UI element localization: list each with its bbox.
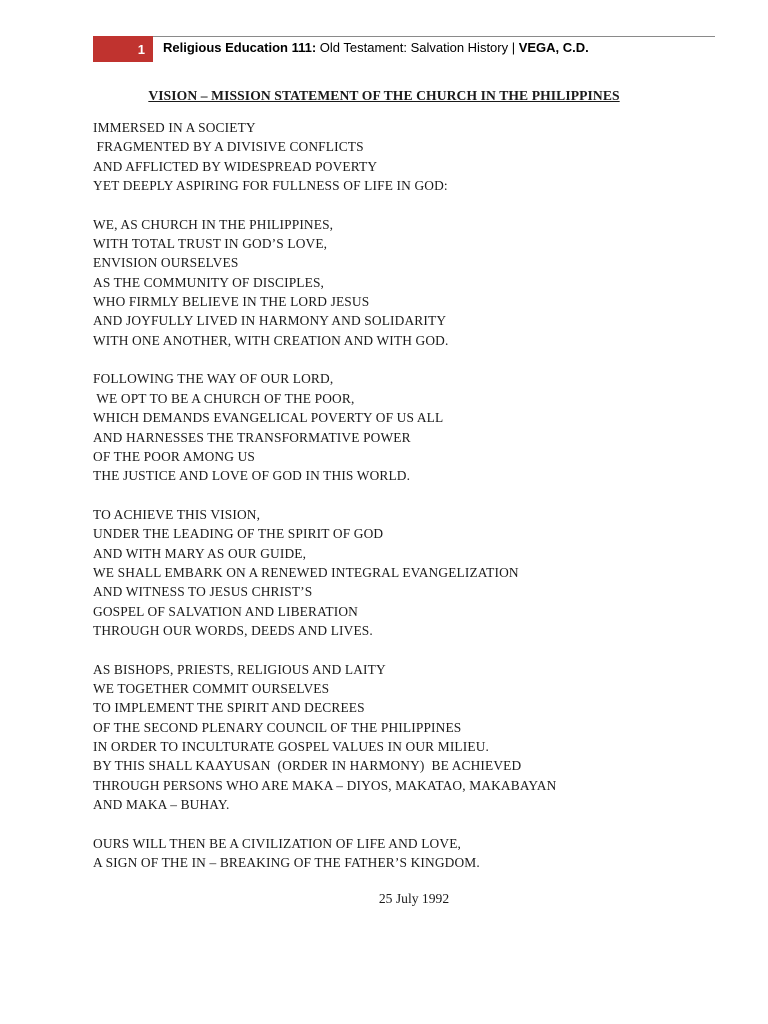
stanza-line: OF THE SECOND PLENARY COUNCIL OF THE PHILIPPINES [93,719,462,735]
stanza-line: GOSPEL OF SALVATION AND LIBERATION [93,603,358,619]
stanza-line: WE SHALL EMBARK ON A RENEWED INTEGRAL EVANGELIZATION [93,564,519,580]
stanza-line: ENVISION OURSELVES [93,255,239,271]
stanza-line: WITH ONE ANOTHER, WITH CREATION AND WITH GOD. [93,332,449,348]
stanza-line: WHO FIRMLY BELIEVE IN THE LORD JESUS [93,294,370,310]
stanza-line: THE JUSTICE AND LOVE OF GOD IN THIS WORLD. [93,468,411,484]
stanza-line: TO ACHIEVE THIS VISION, [93,506,261,522]
stanza-line: IN ORDER TO INCULTURATE GOSPEL VALUES IN OUR MILIEU. [93,739,490,754]
stanza [93,369,713,485]
stanza [93,215,713,350]
page-number: 1 [137,41,145,57]
stanza-line: A SIGN OF THE IN – BREAKING OF THE FATHER’S KINGDOM. [93,855,480,871]
stanza-line: WE OPT TO BE A CHURCH OF THE POOR, [93,390,355,406]
stanza-line: WE TOGETHER COMMIT OURSELVES [93,680,330,696]
header-course-code: Religious Education 111: [163,40,317,55]
stanza-line: THROUGH OUR WORDS, DEEDS AND LIVES. [93,622,373,638]
stanza-line: WE, AS CHURCH IN THE PHILIPPINES, [93,216,334,232]
document-date: 25 July 1992 [378,891,450,906]
header-author: VEGA, C.D. [518,40,589,55]
stanza-line: UNDER THE LEADING OF THE SPIRIT OF GOD [93,526,384,542]
stanza-line: FRAGMENTED BY A DIVISIVE CONFLICTS [93,139,364,155]
stanza-line: BY THIS SHALL KAAYUSAN (ORDER IN HARMONY) BE ACHIEVED [93,758,522,774]
stanza-line: OURS WILL THEN BE A CIVILIZATION OF LIFE AND LOVE, [93,835,462,851]
stanza [93,834,713,873]
header-course-line [163,40,589,55]
header-course-title: Old Testament: Salvation History | [316,40,519,55]
stanza-line: WITH TOTAL TRUST IN GOD’S LOVE, [93,236,328,252]
stanza-line: AS BISHOPS, PRIESTS, RELIGIOUS AND LAITY [93,661,386,677]
stanza-line: AND WITNESS TO JESUS CHRIST’S [93,584,313,600]
stanza-line: YET DEEPLY ASPIRING FOR FULLNESS OF LIFE IN GOD: [93,178,448,194]
stanza-line: THROUGH PERSONS WHO ARE MAKA – DIYOS, MAKATAO, MAKABAYAN [93,777,557,793]
stanza [93,660,713,815]
stanza-line: AND AFFLICTED BY WIDESPREAD POVERTY [93,158,378,174]
stanza-line: AS THE COMMUNITY OF DISCIPLES, [93,274,325,290]
stanza-line: AND MAKA – BUHAY. [93,797,230,813]
header-rule [153,36,715,37]
stanza [93,505,713,640]
page-number-badge [93,36,153,62]
stanza-line: TO IMPLEMENT THE SPIRIT AND DECREES [93,700,365,716]
stanza-line: FOLLOWING THE WAY OF OUR LORD, [93,371,334,387]
stanza-line: OF THE POOR AMONG US [93,448,255,464]
stanza-line: WHICH DEMANDS EVANGELICAL POVERTY OF US ALL [93,410,444,426]
page-header [93,36,715,62]
statement-body [93,118,713,892]
stanza-line: AND HARNESSES THE TRANSFORMATIVE POWER [93,429,411,445]
document-title: VISION – MISSION STATEMENT OF THE CHURCH IN THE PHILIPPINES [148,88,620,103]
stanza-line: AND JOYFULLY LIVED IN HARMONY AND SOLIDARITY [93,313,447,329]
stanza-line: IMMERSED IN A SOCIETY [93,120,256,135]
stanza-line: AND WITH MARY AS OUR GUIDE, [93,545,307,561]
stanza [93,118,713,195]
